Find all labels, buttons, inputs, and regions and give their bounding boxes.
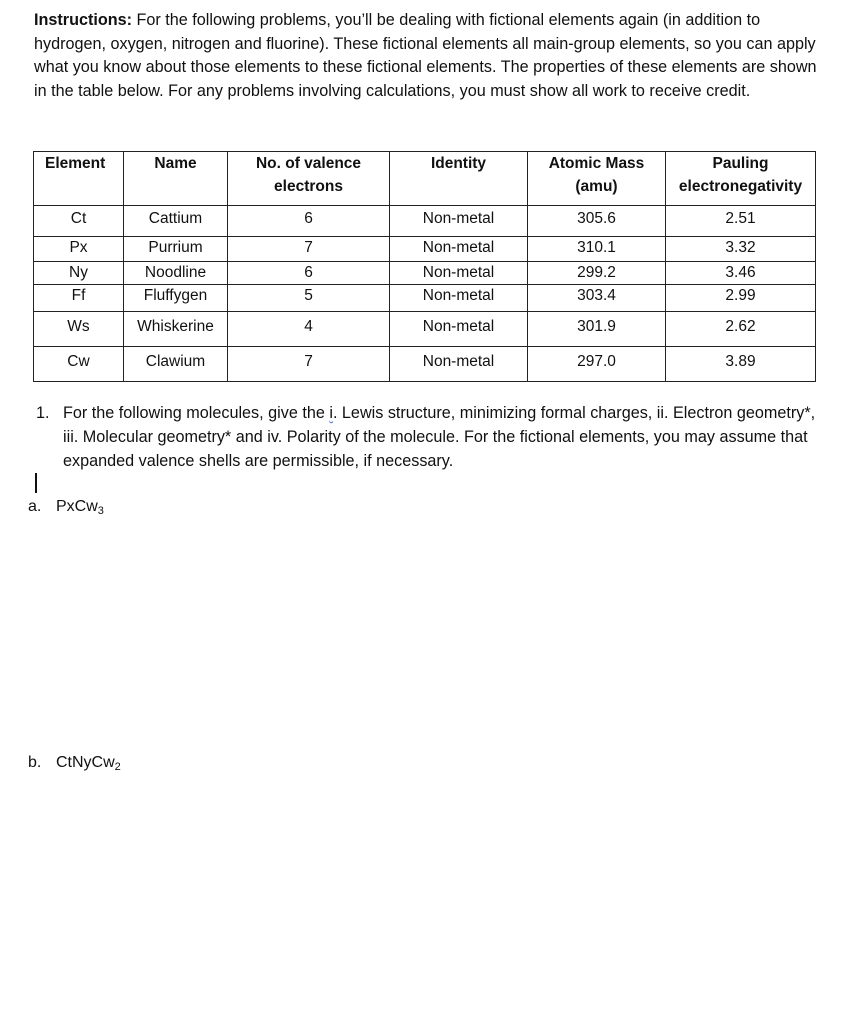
cell-name: Fluffygen [124,285,228,312]
cell-electronegativity: 3.89 [666,347,816,382]
table-row [34,312,816,347]
header-valence-line2: electrons [274,178,343,195]
table-row [34,206,816,237]
question-1 [36,401,816,473]
question-number: 1. [36,404,50,422]
cell-name: Clawium [124,347,228,382]
header-atomic-mass [528,152,666,206]
cell-identity: Non-metal [390,206,528,237]
cell-identity: Non-metal [390,285,528,312]
formula-main: CtNyCw [56,754,115,771]
instructions-label: Instructions: [34,11,133,29]
question-text-end: . Lewis structure, minimizing formal charges, ii. Electron geometry*, iii. Molecular geometry* and iv. Polarity of the molecule. For the fictional elements, you may assume that expanded valence shells are permissible, if necessary. [63,404,816,470]
cell-mass: 303.4 [528,285,666,312]
header-identity: Identity [390,152,528,206]
cell-identity: Non-metal [390,262,528,285]
header-mass-line2: (amu) [575,178,618,195]
table-row [34,285,816,312]
header-mass-line1: Atomic Mass [548,155,645,172]
part-label: b. [28,754,42,771]
cell-electronegativity: 3.46 [666,262,816,285]
instructions-paragraph [34,9,824,103]
cell-valence: 5 [228,285,390,312]
cell-mass: 310.1 [528,237,666,262]
formula-main: PxCw [56,498,98,515]
spellcheck-flagged-word[interactable]: i [329,404,333,422]
header-element: Element [34,152,124,206]
cell-symbol: Ny [34,262,124,285]
cell-identity: Non-metal [390,237,528,262]
cell-valence: 7 [228,347,390,382]
part-formula [56,498,104,515]
header-pauling [666,152,816,206]
table-row [34,347,816,382]
cell-electronegativity: 2.99 [666,285,816,312]
cell-name: Whiskerine [124,312,228,347]
part-formula [56,754,121,771]
cell-valence: 7 [228,237,390,262]
question-text-start: For the following molecules, give the [63,404,330,422]
cell-symbol: Ff [34,285,124,312]
cell-electronegativity: 2.51 [666,206,816,237]
part-label: a. [28,498,42,515]
text-cursor [35,473,37,493]
formula-subscript: 2 [114,761,121,773]
table-row [34,237,816,262]
cell-electronegativity: 3.32 [666,237,816,262]
question-text [36,401,816,473]
table-row [34,262,816,285]
instructions-text: For the following problems, you’ll be dealing with fictional elements again (in addition to hydrogen, oxygen, nitrogen and fluorine). These fictional elements all main-group elements, so you can apply what you know about those elements to these fictional elements. The properties of these elements are shown in the table below. For any problems involving calculations, you must show all work to receive credit. [34,11,817,100]
cell-symbol: Ws [34,312,124,347]
header-name: Name [124,152,228,206]
cell-name: Cattium [124,206,228,237]
cell-mass: 305.6 [528,206,666,237]
cell-symbol: Px [34,237,124,262]
cell-name: Noodline [124,262,228,285]
formula-subscript: 3 [97,505,104,517]
header-valence [228,152,390,206]
cell-electronegativity: 2.62 [666,312,816,347]
header-valence-line1: No. of valence [255,155,362,172]
table-header-row [34,152,816,206]
header-pauling-line1: Pauling [712,155,769,172]
cell-valence: 4 [228,312,390,347]
cell-name: Purrium [124,237,228,262]
part-b [28,752,121,778]
cell-mass: 301.9 [528,312,666,347]
cell-identity: Non-metal [390,347,528,382]
header-pauling-line2: electronegativity [678,178,803,195]
cell-identity: Non-metal [390,312,528,347]
cell-symbol: Cw [34,347,124,382]
elements-table [33,151,816,382]
cell-valence: 6 [228,262,390,285]
part-a [28,496,104,522]
cell-symbol: Ct [34,206,124,237]
cell-valence: 6 [228,206,390,237]
cell-mass: 297.0 [528,347,666,382]
cell-mass: 299.2 [528,262,666,285]
